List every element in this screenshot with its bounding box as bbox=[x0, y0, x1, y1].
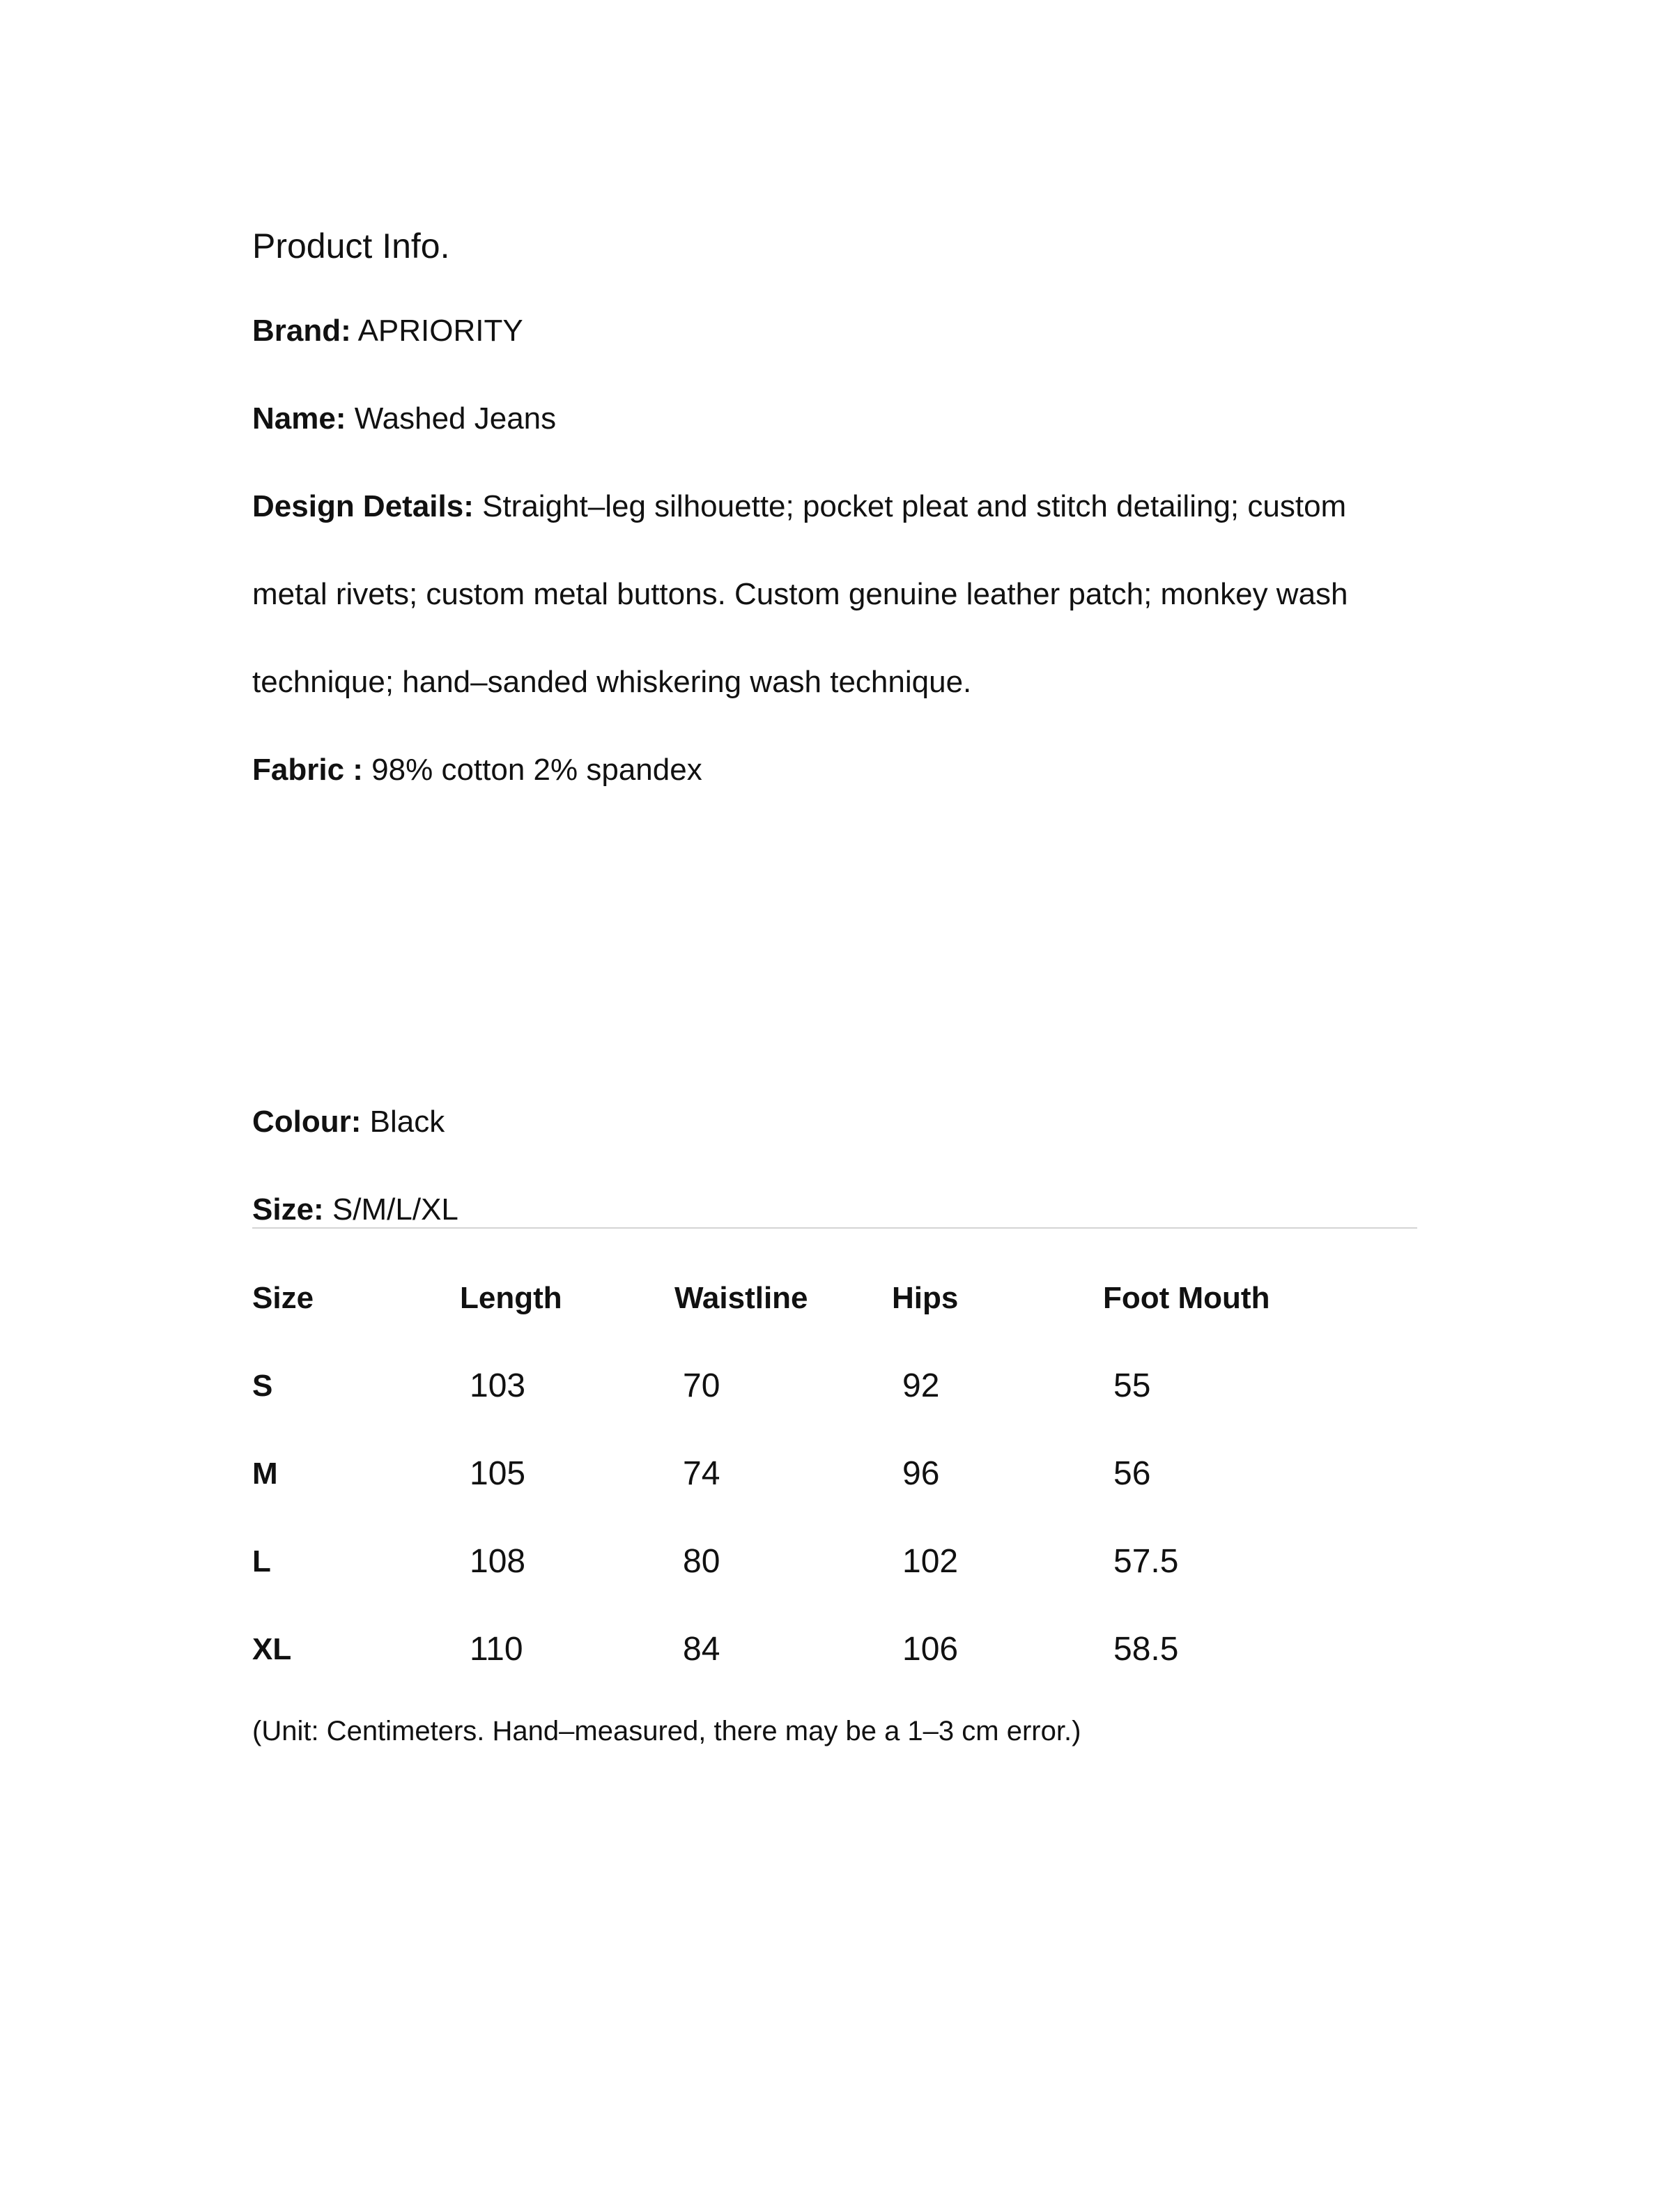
table-cell-waistline: 74 bbox=[683, 1455, 720, 1492]
name-label: Name: bbox=[252, 401, 346, 436]
page-title: Product Info. bbox=[252, 226, 450, 266]
table-header-foot-mouth: Foot Mouth bbox=[1103, 1281, 1270, 1315]
table-cell-hips: 92 bbox=[902, 1367, 940, 1404]
table-cell-foot-mouth: 58.5 bbox=[1113, 1631, 1179, 1668]
size-line bbox=[252, 1189, 458, 1231]
table-row-size-m: M bbox=[252, 1457, 278, 1491]
design-details-text-1: Straight–leg silhouette; pocket pleat and stitch detailing; custom bbox=[482, 489, 1347, 523]
design-details-line-1 bbox=[252, 486, 1346, 528]
table-header-waistline: Waistline bbox=[674, 1281, 808, 1315]
design-details-text-2: metal rivets; custom metal buttons. Custom genuine leather patch; monkey wash bbox=[252, 577, 1348, 611]
table-header-hips: Hips bbox=[892, 1281, 959, 1315]
table-cell-foot-mouth: 55 bbox=[1113, 1367, 1151, 1404]
table-header-size: Size bbox=[252, 1281, 314, 1315]
fabric-line bbox=[252, 749, 702, 791]
table-row-size-xl: XL bbox=[252, 1632, 292, 1666]
table-cell-foot-mouth: 56 bbox=[1113, 1455, 1151, 1492]
table-cell-hips: 102 bbox=[902, 1543, 959, 1580]
table-cell-hips: 106 bbox=[902, 1631, 959, 1668]
brand-value: APRIORITY bbox=[357, 314, 523, 348]
table-header-length: Length bbox=[460, 1281, 562, 1315]
brand-line bbox=[252, 310, 523, 352]
table-cell-waistline: 84 bbox=[683, 1631, 720, 1668]
table-cell-length: 108 bbox=[470, 1543, 526, 1580]
size-label: Size: bbox=[252, 1192, 324, 1227]
design-details-text-3: technique; hand–sanded whiskering wash technique. bbox=[252, 665, 972, 699]
name-value: Washed Jeans bbox=[354, 401, 557, 436]
table-row-size-l: L bbox=[252, 1544, 271, 1579]
table-cell-foot-mouth: 57.5 bbox=[1113, 1543, 1179, 1580]
measurement-note: (Unit: Centimeters. Hand–measured, there may be a 1–3 cm error.) bbox=[252, 1716, 1081, 1746]
table-cell-length: 103 bbox=[470, 1367, 526, 1404]
table-cell-length: 105 bbox=[470, 1455, 526, 1492]
table-cell-length: 110 bbox=[470, 1631, 523, 1668]
table-cell-waistline: 70 bbox=[683, 1367, 720, 1404]
brand-label: Brand: bbox=[252, 314, 351, 348]
table-cell-waistline: 80 bbox=[683, 1543, 720, 1580]
name-line bbox=[252, 398, 556, 440]
table-cell-hips: 96 bbox=[902, 1455, 940, 1492]
fabric-label: Fabric : bbox=[252, 753, 363, 787]
colour-value: Black bbox=[369, 1105, 445, 1139]
size-value: S/M/L/XL bbox=[332, 1192, 458, 1227]
fabric-value: 98% cotton 2% spandex bbox=[371, 753, 702, 787]
colour-label: Colour: bbox=[252, 1105, 362, 1139]
divider bbox=[252, 1227, 1417, 1229]
colour-line bbox=[252, 1101, 445, 1143]
design-details-label: Design Details: bbox=[252, 489, 474, 523]
table-row-size-s: S bbox=[252, 1369, 273, 1403]
